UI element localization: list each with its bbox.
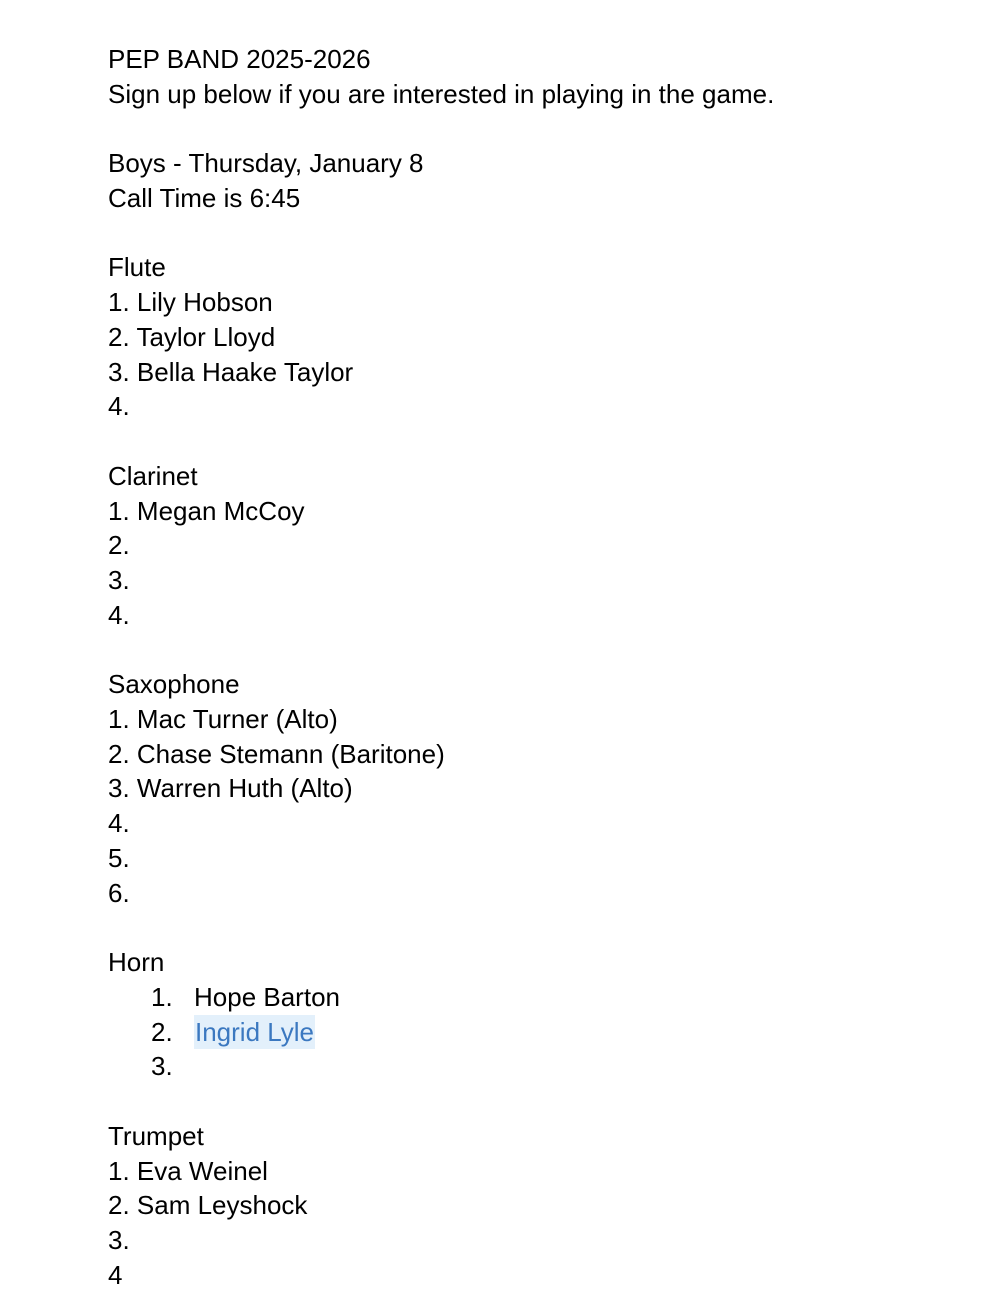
signup-line[interactable]: 2. bbox=[108, 530, 130, 561]
signup-line[interactable]: 3. bbox=[108, 565, 130, 596]
section-heading: Saxophone bbox=[108, 669, 240, 700]
signup-line[interactable]: 4 bbox=[108, 1259, 123, 1290]
list-number: 2. bbox=[151, 1016, 173, 1047]
signup-line[interactable]: 3. Bella Haake Taylor bbox=[108, 356, 354, 387]
blank-line bbox=[108, 111, 968, 146]
intro-text: Sign up below if you are interested in playing in the game. bbox=[108, 78, 775, 109]
signup-line[interactable]: 6. bbox=[108, 877, 130, 908]
list-number: 1. bbox=[151, 981, 173, 1012]
section-trumpet bbox=[108, 1119, 968, 1292]
sections bbox=[108, 250, 968, 1292]
blank-line bbox=[108, 216, 968, 251]
signup-line[interactable]: 4. bbox=[108, 599, 130, 630]
signup-line[interactable]: 2. Taylor Lloyd bbox=[108, 321, 276, 352]
list-number: 3. bbox=[151, 1051, 173, 1082]
doc-title: PEP BAND 2025-2026 bbox=[108, 44, 371, 74]
signup-line[interactable]: 1. Megan McCoy bbox=[108, 495, 305, 526]
name-link[interactable]: Ingrid Lyle bbox=[194, 1015, 315, 1050]
signup-line[interactable] bbox=[108, 980, 968, 1015]
signup-name: Hope Barton bbox=[194, 981, 340, 1012]
signup-line[interactable]: 4. bbox=[108, 808, 130, 839]
signup-line[interactable]: 1. Lily Hobson bbox=[108, 287, 273, 318]
signup-line[interactable]: 3. bbox=[108, 1224, 130, 1255]
signup-line[interactable]: 2. Sam Leyshock bbox=[108, 1190, 308, 1221]
document-body bbox=[108, 42, 968, 1292]
blank-line bbox=[108, 1084, 968, 1119]
section-heading: Horn bbox=[108, 947, 165, 978]
signup-line[interactable]: 3. Warren Huth (Alto) bbox=[108, 773, 353, 804]
section-heading: Clarinet bbox=[108, 460, 198, 491]
call-time: Call Time is 6:45 bbox=[108, 182, 301, 213]
section-heading: Trumpet bbox=[108, 1120, 204, 1151]
section-saxophone bbox=[108, 667, 968, 945]
blank-line bbox=[108, 910, 968, 945]
blank-line bbox=[108, 632, 968, 667]
event-date: Boys - Thursday, January 8 bbox=[108, 148, 424, 179]
section-clarinet bbox=[108, 459, 968, 667]
section-heading: Flute bbox=[108, 252, 166, 283]
signup-line[interactable]: 1. Mac Turner (Alto) bbox=[108, 703, 338, 734]
signup-line[interactable]: 1. Eva Weinel bbox=[108, 1155, 268, 1186]
blank-line bbox=[108, 424, 968, 459]
signup-line[interactable] bbox=[108, 1015, 968, 1050]
signup-line[interactable]: 2. Chase Stemann (Baritone) bbox=[108, 738, 445, 769]
section-flute bbox=[108, 250, 968, 458]
signup-line[interactable] bbox=[108, 1049, 968, 1084]
signup-line[interactable]: 4. bbox=[108, 391, 130, 422]
signup-line[interactable]: 5. bbox=[108, 842, 130, 873]
section-horn bbox=[108, 945, 968, 1119]
